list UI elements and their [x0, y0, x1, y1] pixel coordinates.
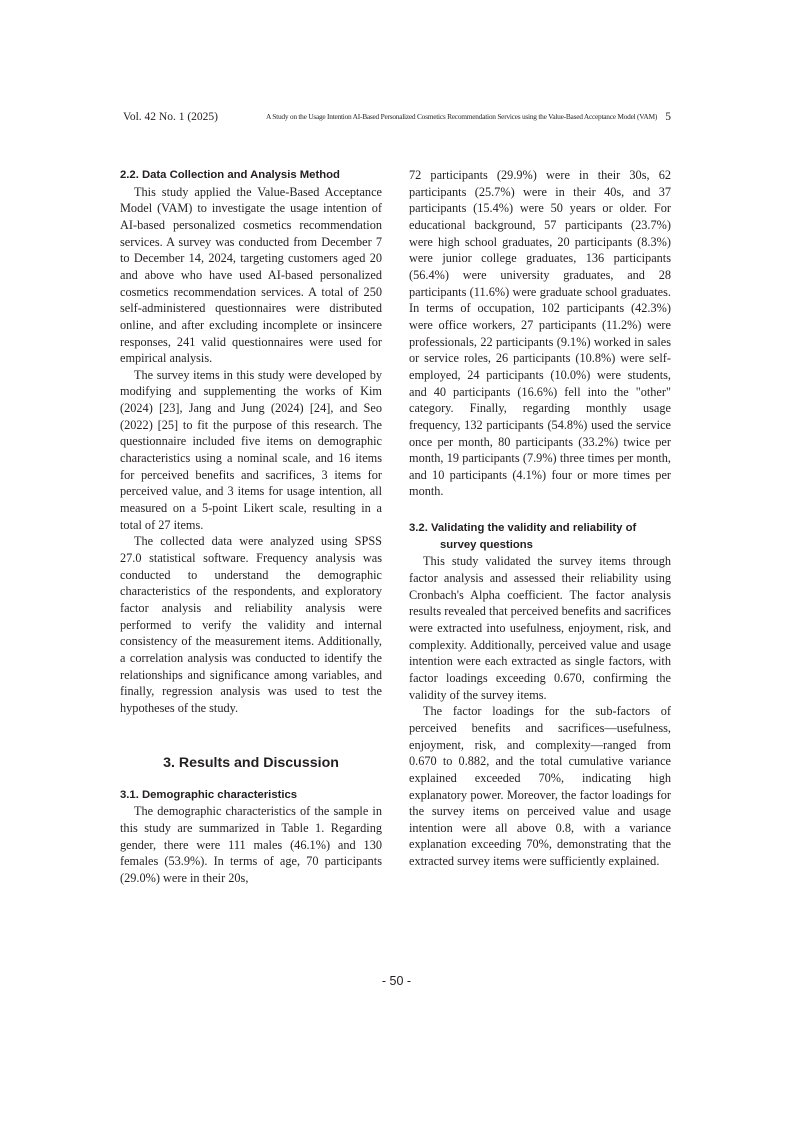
- header-page-number: 5: [665, 111, 671, 123]
- running-title: A Study on the Usage Intention AI-Based Personalized Cosmetics Recommendation Services using the Value-Based Acceptance Model (VAM): [266, 112, 658, 121]
- left-column: [120, 167, 382, 886]
- paragraph: The survey items in this study were developed by modifying and supplementing the works of Kim (2024) [23], Jang and Jung (2024) [24], and Seo (2022) [25] to fit the purpose of this research. The questionnaire included five items on demographic characteristics using a nominal scale, and 16 items for perceived benefits and sacrifices, 3 items for perceived value, and 3 items for usage intention, all measured on a 5-point Likert scale, resulting in a total of 27 items.: [120, 367, 382, 532]
- paragraph: This study validated the survey items through factor analysis and assessed their reliability using Cronbach's Alpha coefficient. The factor analysis results revealed that perceived benefits and sacrifices were extracted into usefulness, enjoyment, risk, and complexity. Additionally, perceived value and usage intention were each extracted as single factors, with factor loadings exceeding 0.670, confirming the validity of the survey items.: [409, 554, 671, 702]
- paragraph: 72 participants (29.9%) were in their 30s, 62 participants (25.7%) were in their 40s, and 37 participants (15.4%) were 50 years or older. For educational background, 57 participants (23.7%) were high school graduates, 20 participants (8.3%) were junior college graduates, 136 participants (56.4%) were university graduates, and 28 participants (11.6%) were graduate school graduates. In terms of occupation, 102 participants (42.3%) were office workers, 27 participants (11.2%) were professionals, 22 participants (9.1%) worked in sales or service roles, 26 participants (10.8%) were self-employed, 24 participants (10.0%) were students, and 40 participants (16.6%) fell into the "other" category. Finally, regarding monthly usage frequency, 132 participants (54.8%) used the service once per month, 80 participants (33.2%) twice per month, 19 participants (7.9%) three times per month, and 10 participants (4.1%) four or more times per month.: [409, 168, 671, 499]
- paragraph: The collected data were analyzed using SPSS 27.0 statistical software. Frequency analysis was conducted to understand the demographic characteristics of the respondents, and exploratory factor analysis and reliability analysis were performed to verify the validity and internal consistency of the measurement items. Additionally, a correlation analysis was conducted to identify the relationships and significance among variables, and finally, regression analysis was used to test the hypotheses of the study.: [120, 534, 382, 715]
- section-3-heading: 3. Results and Discussion: [163, 754, 339, 771]
- paragraph: This study applied the Value-Based Acceptance Model (VAM) to investigate the usage intention of AI-based personalized cosmetics recommendation services. A survey was conducted from December 7 to December 14, 2024, targeting customers aged 20 and above who have used AI-based personalized cosmetics recommendation services. A total of 250 self-administered questionnaires were distributed online, and after excluding incomplete or insincere responses, 241 valid questionnaires were used for empirical analysis.: [120, 184, 382, 366]
- section-3-1-heading: 3.1. Demographic characteristics: [120, 788, 298, 801]
- journal-volume: Vol. 42 No. 1 (2025): [123, 111, 218, 123]
- paragraph: The demographic characteristics of the sample in this study are summarized in Table 1. Regarding gender, there were 111 males (46.1%) and 130 females (53.9%). In terms of age, 70 participants (29.0%) were in their 20s,: [120, 804, 382, 885]
- paragraph: The factor loadings for the sub-factors of perceived benefits and sacrifices—usefulness, enjoyment, risk, and complexity—ranged from 0.670 to 0.882, and the total cumulative variance explained exceeded 70%, indicating high explanatory power. Moreover, the factor loadings for the survey items on perceived value and usage intention were all above 0.8, with a variance explanation exceeding 70%, demonstrating that the extracted survey items were sufficiently explained.: [409, 704, 671, 869]
- page-footer-number: - 50 -: [381, 974, 412, 988]
- right-column: [409, 167, 671, 870]
- running-header: [123, 111, 671, 127]
- section-3-2-heading: 3.2. Validating the validity and reliability of survey questions: [409, 522, 637, 551]
- section-2-2-heading: 2.2. Data Collection and Analysis Method: [120, 169, 340, 181]
